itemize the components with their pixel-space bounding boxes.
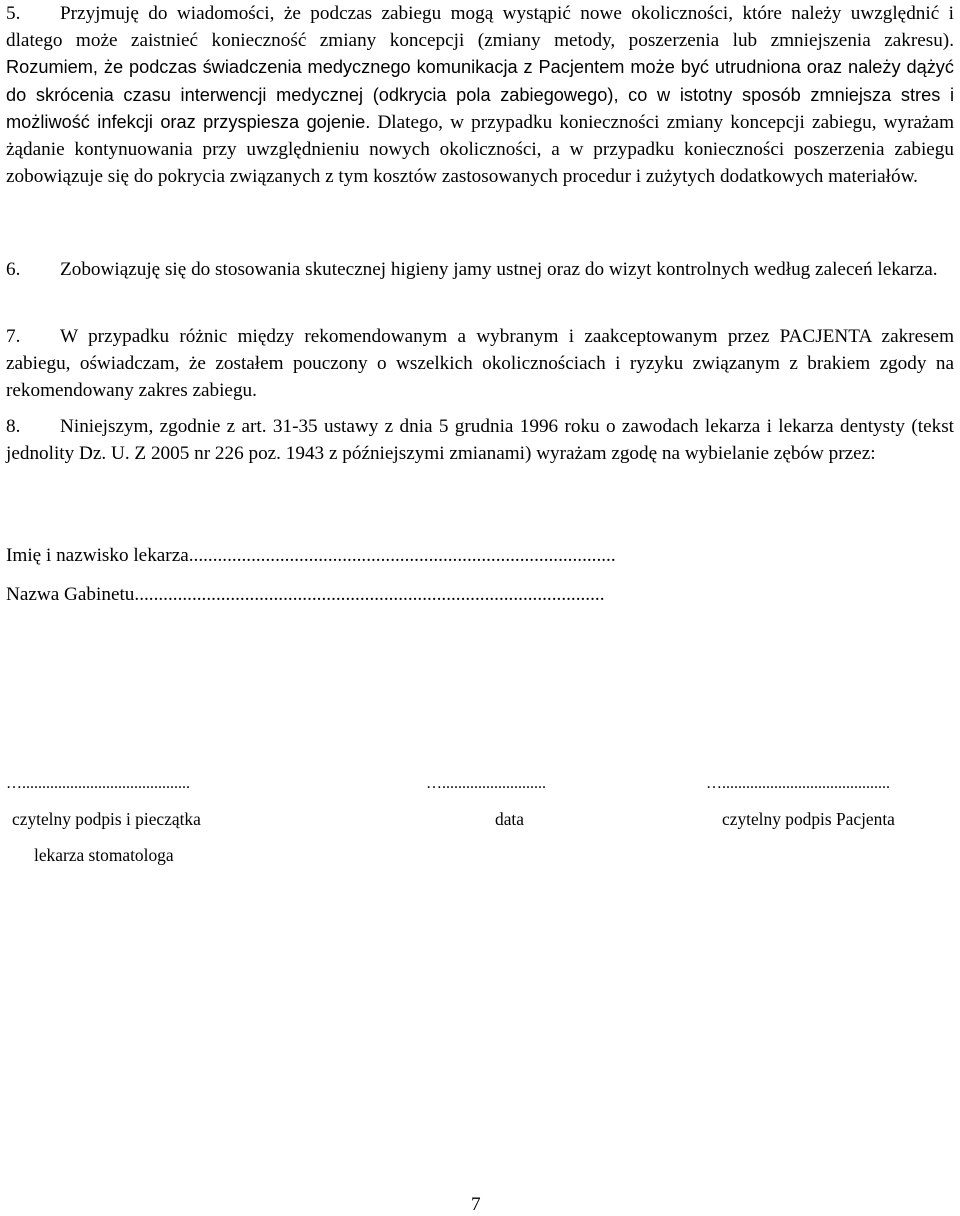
clause-6 [6,256,954,283]
doctor-signature-label-continued: lekarza stomatologa [34,845,174,865]
clause-text: W przypadku różnic między rekomendowanym a wybranym i zaakceptowanym przez PACJENTA zakresem zabiegu, oświadczam, że zostałem pouczony o wszelkich okolicznościach i ryzyku związanym z brakiem zgody na rekomendowany zakres zabiegu. [6,326,954,402]
clause-number: 7. [6,326,21,347]
clause-text: Rozumiem, że podczas świadczenia medycznego komunikacja z Pacjentem może być utrudniona oraz należy dążyć do skrócenia czasu interwencji medycznej (odkrycia pola zabiegowego), co w istotny sposób zmniejsza stres i możliwość infekcji oraz przyspiesza gojenie. [6,57,954,132]
clause-8 [6,413,954,467]
doctor-signature-line[interactable]: ….......................................... [6,775,190,792]
clause-7 [6,323,954,405]
patient-signature-line[interactable]: ….......................................... [706,775,890,792]
page-number: 7 [471,1194,481,1215]
clause-text: Dlatego, w przypadku konieczności zmiany koncepcji zabiegu, wyrażam żądanie kontynuowania przy uwzględnieniu nowych okoliczności, a w przypadku konieczności poszerzenia zabiegu zobowiązuje się do pokrycia związanych z tym kosztów zastosowanych procedur i zużytych dodatkowych materiałów. [6,111,954,188]
clinic-name-field[interactable]: Nazwa Gabinetu.................................................................................................. [6,584,605,605]
clause-number: 5. [6,3,21,24]
clause-number: 6. [6,259,21,280]
clause-text: Przyjmuję do wiadomości, że podczas zabiegu mogą wystąpić nowe okoliczności, które należy uwzględnić i dlatego może zaistnieć konieczność zmiany koncepcji (zmiany metody, poszerzenia lub zmniejszenia zakresu). [6,3,954,52]
patient-signature-label: czytelny podpis Pacjenta [722,809,895,829]
date-line[interactable]: ….......................... [426,775,546,792]
clause-number: 8. [6,416,21,437]
date-label: data [495,809,524,829]
doctor-name-field[interactable]: Imię i nazwisko lekarza......................................................................................... [6,545,616,566]
clause-text: Niniejszym, zgodnie z art. 31-35 ustawy z dnia 5 grudnia 1996 roku o zawodach lekarza i lekarza dentysty (tekst jednolity Dz. U. Z 2005 nr 226 poz. 1943 z późniejszymi zmianami) wyrażam zgodę na wybielanie zębów przez: [6,416,954,465]
clause-text: Zobowiązuję się do stosowania skutecznej higieny jamy ustnej oraz do wizyt kontrolnych według zaleceń lekarza. [60,259,938,280]
clause-5 [6,0,954,190]
doctor-signature-label: czytelny podpis i pieczątka [12,809,201,829]
document-page [6,0,954,1215]
